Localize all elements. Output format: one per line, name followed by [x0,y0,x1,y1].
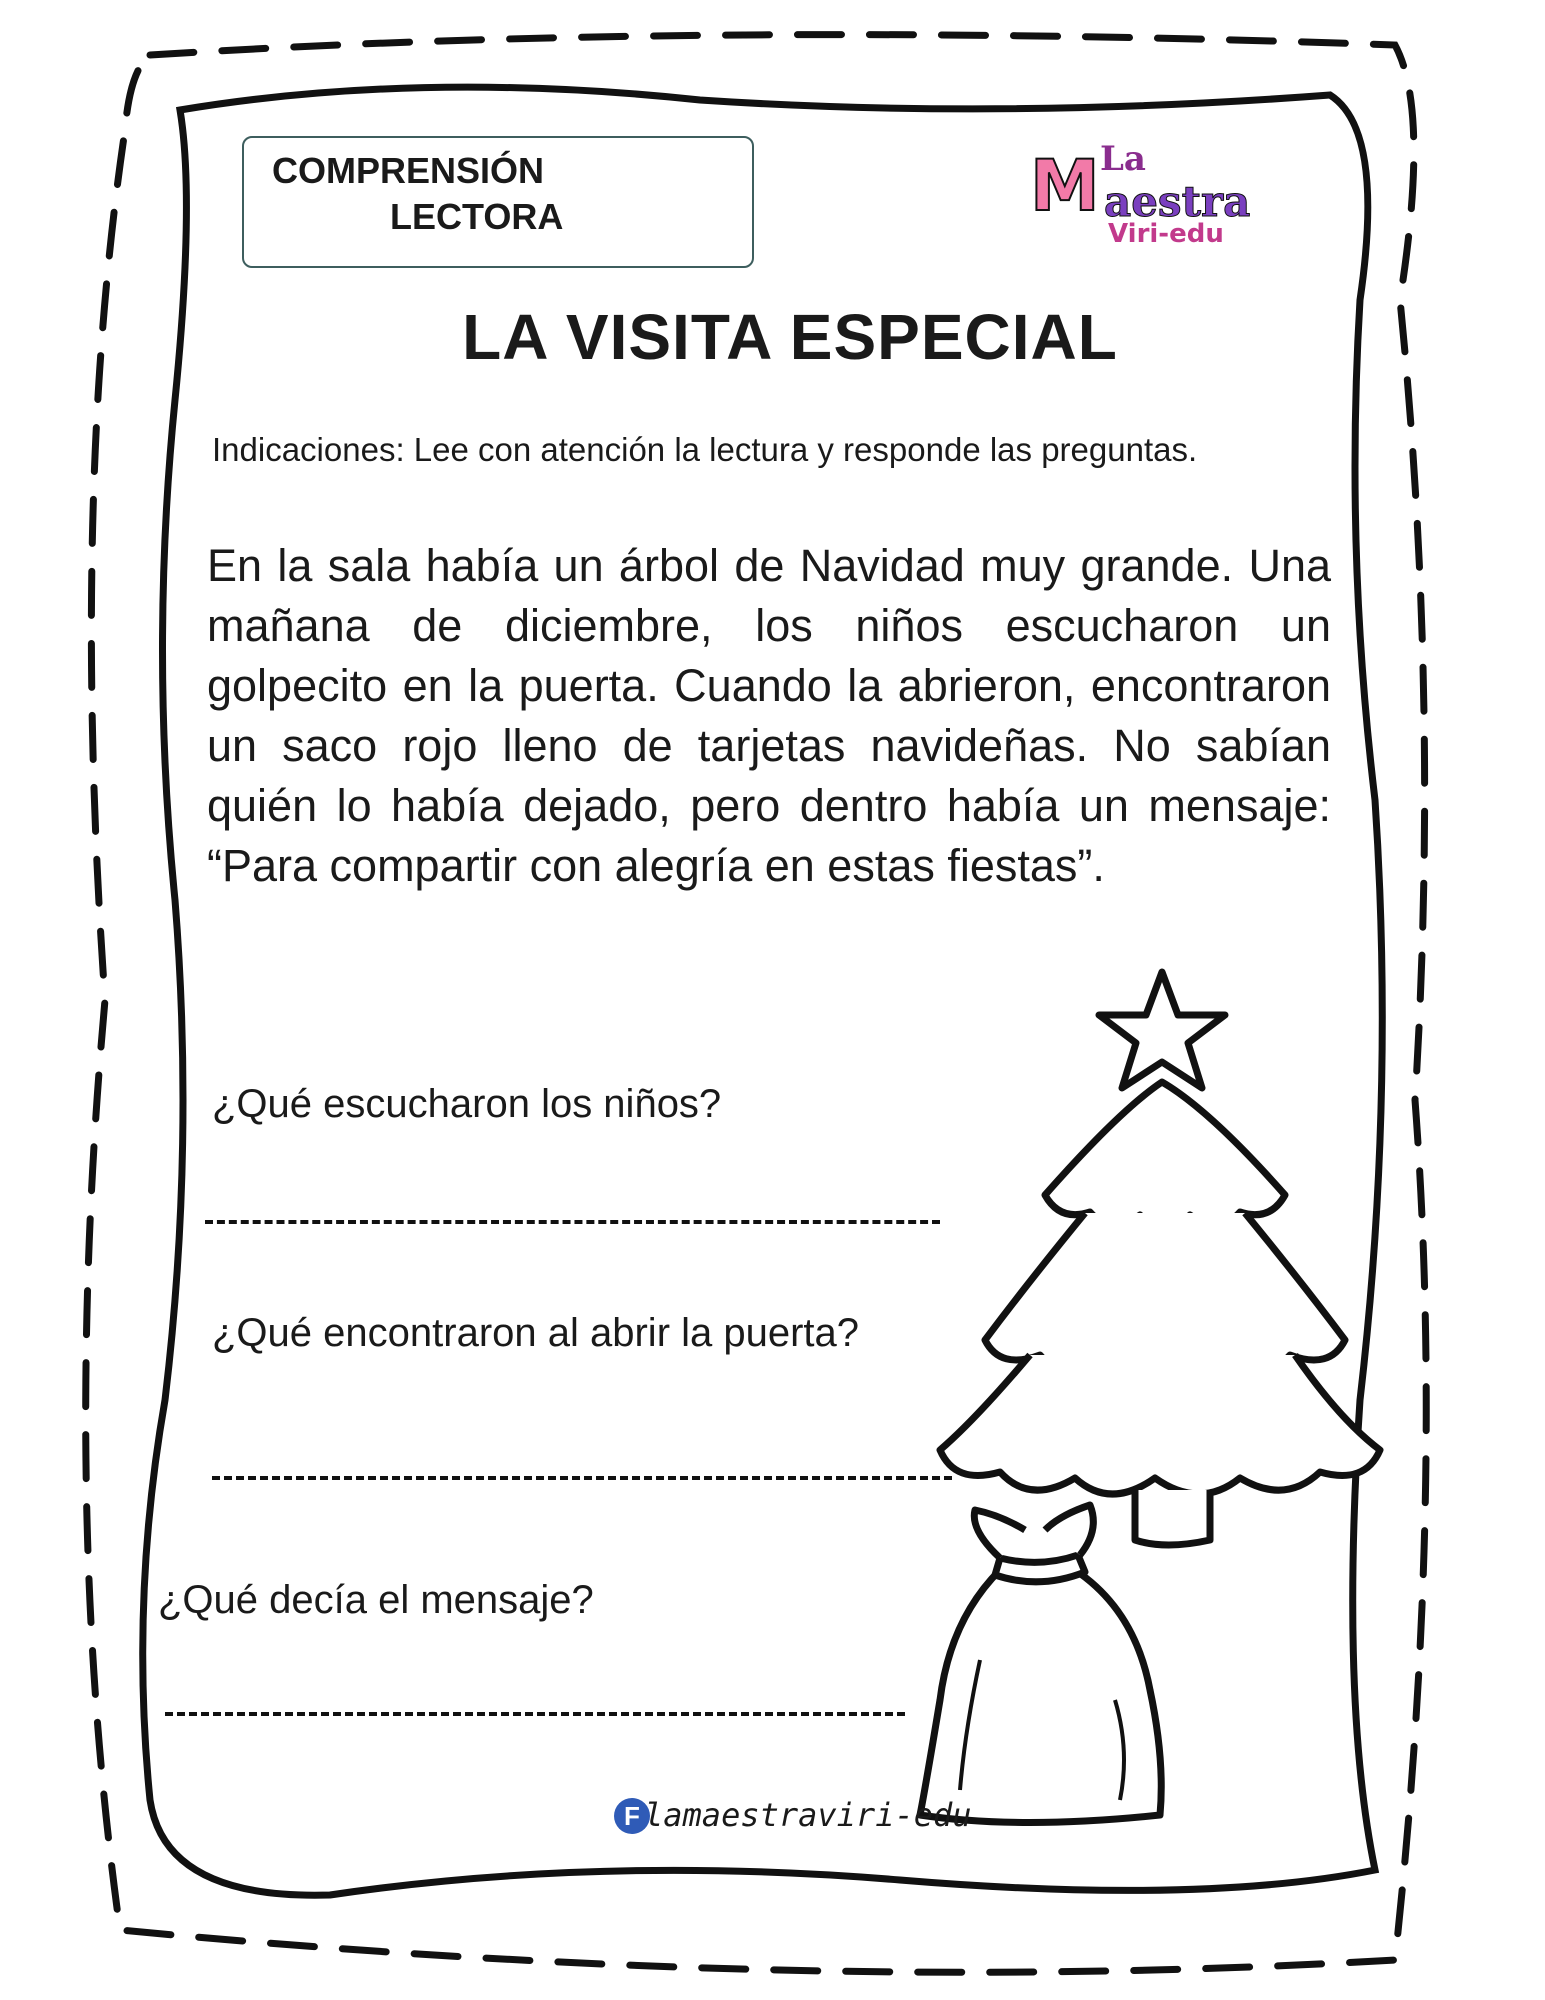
gift-sack-icon [920,1505,1161,1823]
logo-letter: M [1030,145,1100,227]
question-3: ¿Qué decía el mensaje? [158,1578,594,1622]
question-1: ¿Qué escucharon los niños? [212,1082,722,1126]
section-label-line1: COMPRENSIÓN [272,150,545,191]
facebook-icon: F [614,1798,650,1834]
facebook-handle: lamaestraviri-edu [644,1796,972,1834]
section-label-line2: LECTORA [390,196,564,237]
tree-star-icon [1099,972,1225,1088]
tree-trunk [1135,1490,1210,1545]
question-2: ¿Qué encontraron al abrir la puerta? [212,1311,860,1355]
logo-la: La [1100,139,1146,179]
logo-viri-edu: Viri-edu [1108,219,1224,249]
sack-top-right [1045,1505,1093,1555]
sack-top-left [974,1510,1025,1558]
reading-passage: En la sala había un árbol de Navidad muy grande. Una mañana de diciembre, los niños escucharon un golpecito en la puerta. Cuando la abrieron, encontraron un saco rojo lleno de tarjetas navideñas. No sabían quién lo había dejado, pero dentro había un mensaje: “Para compartir con alegría en estas fiestas”. [207,540,1331,891]
sack-tie [995,1555,1085,1582]
logo-aestra: aestra [1104,177,1251,226]
christmas-tree-icon [940,972,1380,1545]
page-title: LA VISITA ESPECIAL [462,301,1118,373]
tree-tier-middle [985,1213,1345,1375]
sack-body [920,1570,1161,1823]
tree-tier-top [1045,1082,1285,1228]
tree-tier-bottom [940,1355,1380,1494]
instructions-text: Indicaciones: Lee con atención la lectura y responde las preguntas. [212,431,1198,468]
